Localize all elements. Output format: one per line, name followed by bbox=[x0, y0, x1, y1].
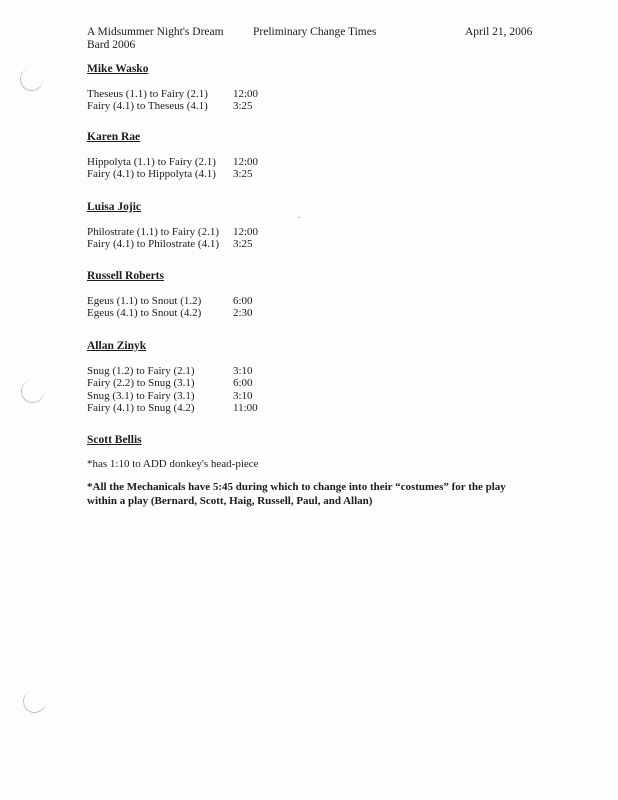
change-time: 3:25 bbox=[233, 168, 253, 181]
change-row bbox=[87, 390, 527, 402]
change-row bbox=[87, 307, 527, 319]
change-description: Egeus (1.1) to Snout (1.2) bbox=[87, 295, 202, 307]
actor-section bbox=[87, 131, 527, 181]
change-description: Fairy (4.1) to Snug (4.2) bbox=[87, 401, 195, 414]
change-time: 12:00 bbox=[233, 156, 259, 168]
actor-name: Allan Zinyk bbox=[87, 340, 147, 352]
change-description: Theseus (1.1) to Fairy (2.1) bbox=[87, 88, 208, 100]
binder-hole bbox=[21, 688, 48, 715]
change-time: 3:25 bbox=[233, 100, 253, 113]
change-row bbox=[87, 100, 527, 112]
header-left bbox=[87, 26, 224, 52]
play-title: A Midsummer Night's Dream bbox=[87, 26, 224, 38]
change-description: Fairy (4.1) to Hippolyta (4.1) bbox=[87, 168, 216, 181]
document-title: Preliminary Change Times bbox=[253, 26, 377, 38]
change-description: Fairy (2.2) to Snug (3.1) bbox=[87, 377, 195, 390]
actor-section bbox=[87, 63, 527, 113]
binder-hole bbox=[19, 378, 46, 405]
change-time: 12:00 bbox=[233, 88, 259, 100]
change-description: Snug (1.2) to Fairy (2.1) bbox=[87, 365, 195, 377]
change-row bbox=[87, 365, 527, 377]
change-time: 3:25 bbox=[233, 238, 253, 251]
scott-note: *has 1:10 to ADD donkey's head-piece bbox=[87, 458, 259, 470]
actor-name: Russell Roberts bbox=[87, 270, 164, 282]
actor-name: Luisa Jojic bbox=[87, 201, 141, 213]
change-time: 11:00 bbox=[233, 401, 258, 414]
actor-section bbox=[87, 270, 527, 320]
change-description: Fairy (4.1) to Philostrate (4.1) bbox=[87, 238, 219, 251]
actor-name: Karen Rae bbox=[87, 131, 141, 143]
document-date: April 21, 2006 bbox=[465, 26, 533, 38]
change-description: Fairy (4.1) to Theseus (4.1) bbox=[87, 100, 208, 113]
actor-section bbox=[87, 340, 527, 414]
change-row bbox=[87, 238, 527, 250]
change-description: Philostrate (1.1) to Fairy (2.1) bbox=[87, 226, 219, 238]
change-time: 12:00 bbox=[233, 226, 259, 238]
change-row bbox=[87, 88, 527, 100]
change-description: Snug (3.1) to Fairy (3.1) bbox=[87, 389, 195, 402]
change-description: Hippolyta (1.1) to Fairy (2.1) bbox=[87, 156, 216, 168]
binder-hole bbox=[18, 66, 45, 93]
actor-section bbox=[87, 201, 527, 251]
change-row bbox=[87, 295, 527, 307]
actor-name: Mike Wasko bbox=[87, 63, 149, 75]
production-subtitle: Bard 2006 bbox=[87, 39, 136, 51]
mechanicals-note: *All the Mechanicals have 5:45 during which to change into their “costumes” for the play within a play (Bernard, Scott, Haig, Russell, Paul, and Allan) bbox=[87, 481, 506, 507]
change-row bbox=[87, 377, 527, 389]
change-time: 2:30 bbox=[233, 307, 253, 320]
change-row bbox=[87, 168, 527, 180]
scan-speck bbox=[298, 217, 300, 218]
change-description: Egeus (4.1) to Snout (4.2) bbox=[87, 307, 202, 320]
actor-section bbox=[87, 434, 527, 447]
change-time: 3:10 bbox=[233, 389, 253, 402]
change-row bbox=[87, 226, 527, 238]
change-row bbox=[87, 156, 527, 168]
change-row bbox=[87, 402, 527, 414]
actor-name: Scott Bellis bbox=[87, 434, 142, 446]
change-time: 6:00 bbox=[233, 377, 253, 390]
change-time: 6:00 bbox=[233, 295, 253, 307]
change-time: 3:10 bbox=[233, 365, 253, 377]
